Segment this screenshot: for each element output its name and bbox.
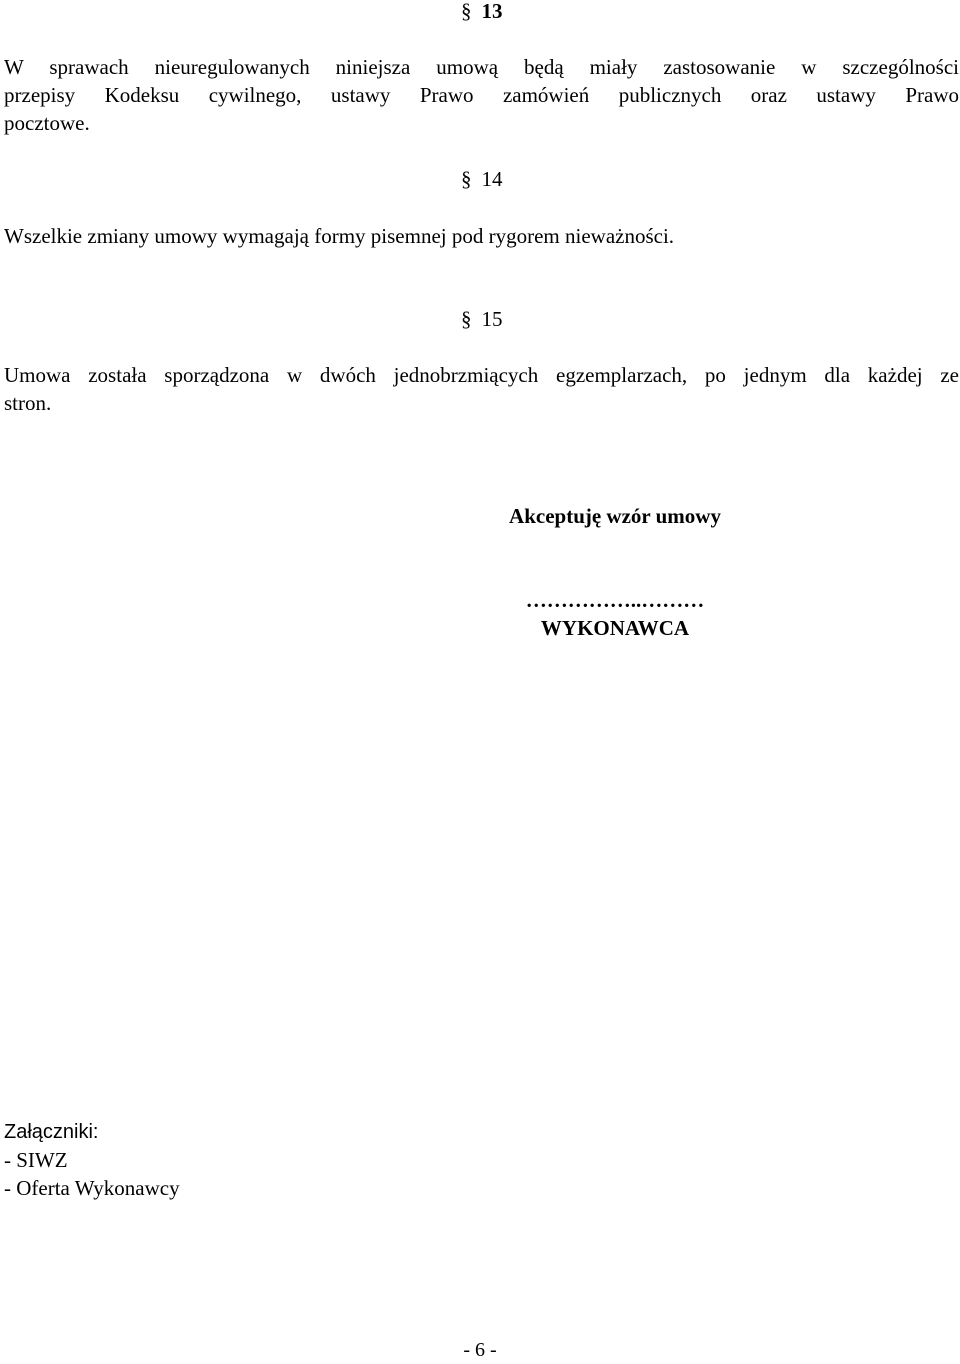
attachment-item: - SIWZ <box>4 1148 68 1172</box>
section-number: 14 <box>481 167 503 191</box>
section-sign: § <box>461 0 472 23</box>
section-sign: § <box>461 307 472 331</box>
paragraph-line: przepisy Kodeksu cywilnego, ustawy Prawo zamówień publicznych oraz ustawy Prawo <box>4 83 959 107</box>
section-15-paragraph <box>4 361 959 417</box>
section-number: 15 <box>481 307 503 331</box>
attachments-title: Załączniki: <box>4 1121 99 1143</box>
paragraph-line: Wszelkie zmiany umowy wymagają formy pisemnej pod rygorem nieważności. <box>4 224 675 248</box>
signatory-label: WYKONAWCA <box>540 616 690 640</box>
section-number: 13 <box>481 0 503 23</box>
section-14-heading <box>461 165 503 193</box>
paragraph-line: W sprawach nieuregulowanych niniejsza umową będą miały zastosowanie w szczególności <box>4 55 959 79</box>
paragraph-line: pocztowe. <box>4 111 90 135</box>
attachments-list <box>4 1146 180 1202</box>
signature-line: ……………..……… <box>525 588 705 612</box>
acceptance-heading: Akceptuję wzór umowy <box>509 504 721 528</box>
paragraph-line: Umowa została sporządzona w dwóch jednobrzmiących egzemplarzach, po jednym dla każdej ze <box>4 363 959 387</box>
attachment-item: - Oferta Wykonawcy <box>4 1176 180 1200</box>
page-number: - 6 - <box>463 1339 497 1361</box>
section-13-heading <box>461 0 503 25</box>
section-13-paragraph <box>4 53 959 137</box>
section-15-heading <box>461 305 503 333</box>
paragraph-line: stron. <box>4 391 52 415</box>
section-sign: § <box>461 167 472 191</box>
section-14-paragraph <box>4 222 959 250</box>
